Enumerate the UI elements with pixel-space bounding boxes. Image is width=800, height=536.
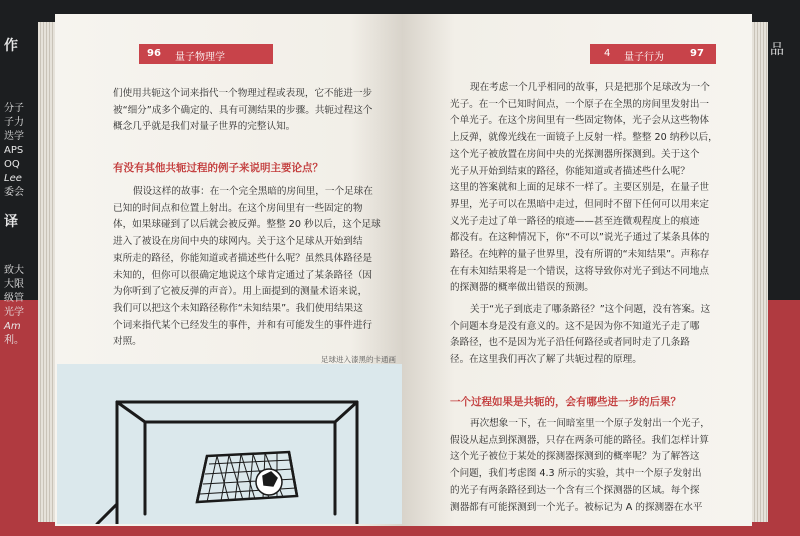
cover-text-fragment: 迭学: [4, 131, 24, 142]
page-number: 96: [147, 48, 161, 59]
text-line: 义光子走过了单一路径的痕迹——甚至连微观程度上的痕迹: [450, 215, 700, 227]
cover-text-fragment: 光学: [4, 307, 24, 318]
open-book: [30, 8, 770, 533]
running-title: 量子行为: [624, 52, 664, 63]
text-line: 们使用共轭这个词来指代一个物理过程或表现，它不能进一步: [113, 88, 373, 99]
page-number: 97: [690, 48, 704, 59]
text-line: 束所走的路径，你能知道或者描述些什么呢？虽然具体路径是: [113, 252, 373, 264]
soccer-ball: [256, 469, 282, 495]
section-heading: 一个过程如果是共轭的，会有哪些进一步的后果？: [450, 396, 681, 408]
cover-text-fragment: 大限: [4, 279, 24, 290]
text-line: 光子从开始到结束的路径，你能知道或者描述些什么呢？: [450, 165, 690, 177]
text-line: 现在考虑一个几乎相同的故事，只是把那个足球改为一个: [470, 82, 710, 93]
text-line: 被“细分”成多个确定的、具有可测结果的步骤。共轭过程这个: [113, 104, 373, 116]
text-line: 我们可以把这个未知路径称作“未知结果”。我们使用结果这: [113, 302, 363, 314]
text-line: 对照。: [113, 336, 142, 348]
right-page: [402, 14, 752, 526]
body-paragraph: [450, 80, 720, 297]
intro-paragraph: [113, 86, 375, 136]
cover-text-fragment: 品: [770, 42, 784, 58]
text-line: 都没有。在这种情况下，你“不可以”说光子通过了某条具体的: [450, 232, 710, 244]
text-line: 界里，光子可以在黑暗中走过，但同时不留下任何可以用来定: [450, 198, 710, 210]
figure-caption: 足球进入漆黑的卡通画: [321, 355, 396, 364]
cover-text-fragment: 译: [4, 214, 18, 230]
text-line: 个词来指代某个已经发生的事件，并和有可能发生的事件进行: [113, 319, 373, 331]
text-line: 假设这样的故事：在一个完全黑暗的房间里，一个足球在: [133, 186, 373, 197]
text-line: 未知的，但你可以很确定地说这个球肯定通过了某条路径（因: [113, 269, 373, 281]
text-line: 这里的答案就和上面的足球不一样了。主要区别是，在量子世: [450, 182, 710, 194]
text-line: 的光子有两条路径到达一个含有三个探测器的区域。每个探: [450, 484, 700, 496]
text-line: 为你听到了它被反弹的声音）。用上面提到的测量术语来说，: [113, 286, 368, 298]
cover-text-fragment: 作: [4, 38, 18, 54]
soccer-goal-illustration: [57, 364, 402, 524]
text-line: 体，如果球碰到了以后就会被反弹。整整 20 秒以后，这个足球: [113, 219, 381, 231]
text-line: 在有未知结果将是一个错误，这将导致你对光子到达不同地点: [450, 265, 710, 277]
running-header: [139, 44, 273, 64]
cover-text-fragment: 致大: [4, 265, 24, 276]
text-line: 径。在这里我们再次了解了共轭过程的原理。: [450, 354, 642, 366]
body-paragraph: [450, 416, 720, 516]
text-line: 进入了被设在房间中央的球网内。关于这个足球从开始到结: [113, 236, 363, 248]
text-line: 条路径，也不是因为光子沿任何路径或者同时走了几条路: [450, 337, 690, 349]
running-title: 量子物理学: [175, 52, 225, 63]
section-heading: 有没有其他共轭过程的例子来说明主要论点？: [113, 162, 323, 174]
text-line: 光子。在一个已知时间点，一个原子在全黑的房间里发射出一: [450, 98, 710, 110]
text-line: 关于“光子到底走了哪条路径？”这个问题，没有答案。这: [470, 304, 711, 315]
goal-drawing: [57, 364, 402, 524]
text-line: 个问题，我们考虑图 4.3 所示的实验，其中一个原子发射出: [450, 468, 702, 480]
text-line: 这个光子被放置在房间中央的光探测器所探测到。关于这个: [450, 148, 700, 160]
text-line: 个单光子。在这个房间里有一些固定物体，光子会从这些物体: [450, 115, 710, 127]
chapter-number: 4: [604, 48, 611, 59]
cover-text-fragment: 委会: [4, 187, 24, 198]
text-line: 测器都有可能探测到一个光子。被标记为 A 的探测器在水平: [450, 501, 703, 513]
text-line: 的探测器的概率做出错误的预测。: [450, 282, 594, 294]
body-paragraph: [450, 302, 720, 369]
text-line: 概念几乎就是我们对量子世界的完整认知。: [113, 121, 296, 133]
cover-text-fragment: 分子: [4, 103, 24, 114]
cover-text-fragment: OQ: [4, 159, 20, 170]
running-header: [590, 44, 716, 64]
cover-text-fragment: 利。: [4, 335, 24, 346]
cover-text-fragment: 级管: [4, 293, 24, 304]
cover-text-fragment: Am: [4, 321, 21, 332]
text-line: 这个光子被位于某处的探测器探测到的概率呢？为了解答这: [450, 451, 700, 463]
cover-text-fragment: 子力: [4, 117, 24, 128]
text-line: 个问题本身是没有意义的。这不是因为你不知道光子走了哪: [450, 320, 700, 332]
text-line: 路径。在纯粹的量子世界里，没有所谓的“未知结果”。声称存: [450, 249, 710, 261]
body-paragraph: [113, 184, 381, 351]
cover-text-fragment: Lee: [4, 173, 22, 184]
text-line: 已知的时间点和位置上射出。在这个房间里有一些固定的物: [113, 202, 363, 214]
text-line: 再次想象一下，在一间暗室里一个原子发射出一个光子，: [470, 418, 710, 429]
cover-text-fragment: APS: [4, 145, 24, 156]
text-line: 上反弹，就像光线在一面镜子上反射一样。整整 20 纳秒以后，: [450, 132, 718, 144]
text-line: 假设从起点到探测器，只存在两条可能的路径。我们怎样计算: [450, 434, 710, 446]
